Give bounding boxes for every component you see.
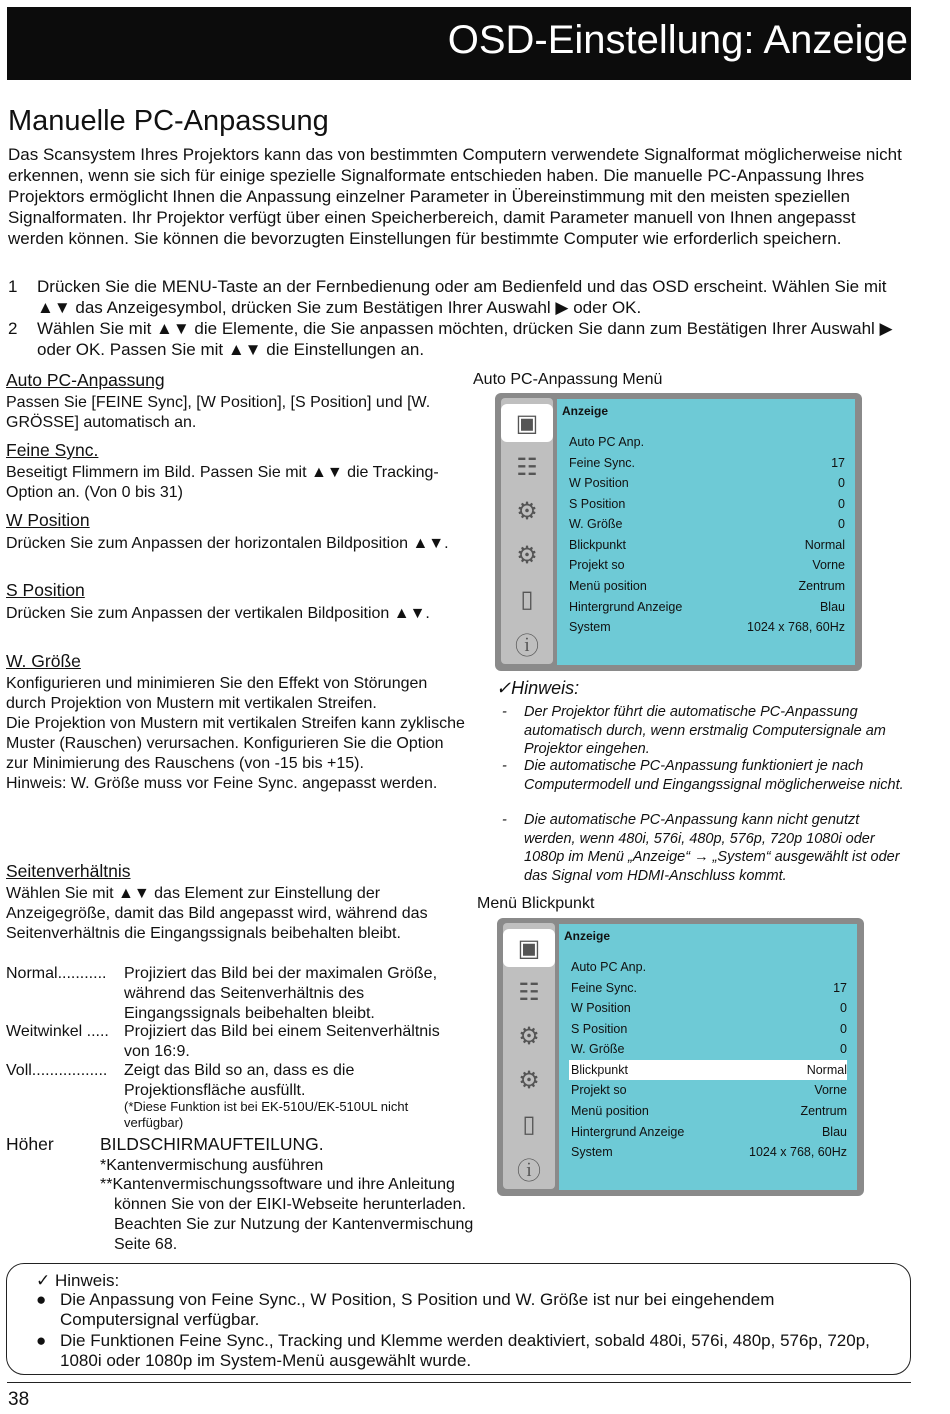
menu-row-blickpunkt[interactable]: Blickpunkt Normal — [569, 538, 845, 552]
menu-row-projekt-so[interactable]: Projekt so Vorne — [571, 1083, 847, 1097]
auto-pc-text: Passen Sie [FEINE Sync], [W Position], [S Position] und [W. GRÖSSE] automatisch an. — [6, 394, 431, 431]
osd-menu-blickpunkt — [497, 918, 864, 1196]
option-normal-text: Projiziert das Bild bei der maximalen Größe, während das Seitenverhältnis des Eingangssignals beibehalten bleibt. — [124, 965, 438, 1022]
display-icon: ▣ — [501, 404, 553, 442]
menu-row-blickpunkt-selected[interactable]: Blickpunkt Normal — [569, 1060, 847, 1080]
menu-row-w-position[interactable]: W Position 0 — [571, 1001, 847, 1015]
usb-icon: ▯ — [520, 585, 534, 613]
footer-divider — [7, 1382, 911, 1383]
image-adjust-icon: ☷ — [516, 453, 538, 481]
menu-sidebar — [503, 923, 555, 1189]
hinweis-title: ✓Hinweis: — [496, 678, 580, 698]
menu-sidebar — [501, 398, 553, 664]
menu-panel — [559, 924, 857, 1190]
option-voll-text: Zeigt das Bild so an, dass es die Projektionsfläche ausfüllt. — [124, 1062, 355, 1099]
option-hoeher-line1: BILDSCHIRMAUFTEILUNG. — [100, 1134, 324, 1154]
menu-row-feine-sync[interactable]: Feine Sync. 17 — [571, 981, 847, 995]
menu-row-menue-position[interactable]: Menü position Zentrum — [569, 579, 845, 593]
w-groesse-text: Konfigurieren und minimieren Sie den Effekt von Störungen durch Projektion von Mustern mit vertikalen Streifen. Die Projektion von Mustern mit vertikalen Streifen kann zyklische Muster (Rauschen) verursachen. Konfigurieren Sie die Option zur Minimierung des Rauschens (von -15 bis +15). Hinweis: W. Größe muss vor Feine Sync. angepasst werden. — [6, 675, 465, 792]
w-groesse-heading: W. Größe — [6, 651, 81, 671]
menu-row-projekt-so[interactable]: Projekt so Vorne — [569, 558, 845, 572]
section-title: Manuelle PC-Anpassung — [8, 105, 329, 137]
option-voll-note: (*Diese Funktion ist bei EK-510U/EK-510UL nicht verfügbar) — [124, 1099, 409, 1130]
s-position-heading: S Position — [6, 580, 85, 600]
option-voll-label: Voll................. — [6, 1062, 108, 1079]
step-1 — [0, 276, 930, 320]
menu-row-w-position[interactable]: W Position 0 — [569, 476, 845, 490]
menu-panel — [557, 399, 855, 665]
option-normal-label: Normal........... — [6, 965, 107, 982]
option-weitwinkel-label: Weitwinkel ..... — [6, 1023, 109, 1040]
seitenverhaeltnis-heading: Seitenverhältnis — [6, 861, 131, 881]
step-text: Wählen Sie mit ▲▼ die Elemente, die Sie anpassen möchten, drücken Sie dann zum Bestätigen Ihrer Auswahl ▶ oder OK. Passen Sie mit ▲▼ die Einstellungen an. — [37, 319, 893, 359]
usb-icon: ▯ — [522, 1110, 536, 1138]
menu-row-menue-position[interactable]: Menü position Zentrum — [571, 1104, 847, 1118]
menu-row-w-groesse[interactable]: W. Größe 0 — [569, 517, 845, 531]
menu-row-feine-sync[interactable]: Feine Sync. 17 — [569, 456, 845, 470]
option-weitwinkel-text: Projiziert das Bild bei einem Seitenverhältnis von 16:9. — [124, 1023, 440, 1060]
bullet-dot: ● — [36, 1331, 47, 1350]
s-position-text: Drücken Sie zum Anpassen der vertikalen Bildposition ▲▼. — [6, 605, 430, 622]
hinweis-item: - Der Projektor führt die automatische PC-Anpassung automatisch durch, wenn erstmalig Computersignale am Projektor eingehen. — [502, 704, 886, 757]
menu-row-s-position[interactable]: S Position 0 — [569, 497, 845, 511]
settings-icon: ⚙ — [518, 1022, 540, 1050]
bullet-dot: ● — [36, 1290, 47, 1309]
w-position-text: Drücken Sie zum Anpassen der horizontalen Bildposition ▲▼. — [6, 535, 449, 552]
extended-settings-icon: ⚙ — [518, 1066, 540, 1094]
page-header-title: OSD-Einstellung: Anzeige — [447, 18, 908, 62]
menu-row-s-position[interactable]: S Position 0 — [571, 1022, 847, 1036]
hinweis-item: - Die automatische PC-Anpassung kann nicht genutzt werden, wenn 480i, 576i, 480p, 576p, 720p 1080i oder 1080p im Menü „Anzeige“ → „System“ ausgewählt ist oder das Signal vom HDMI-Anschluss kommt. — [502, 812, 900, 884]
step-number: 2 — [8, 319, 18, 338]
menu-row-auto-pc[interactable]: Auto PC Anp. — [569, 435, 645, 449]
menu1-label: Auto PC-Anpassung Menü — [473, 371, 663, 388]
option-hoeher-label: Höher — [6, 1134, 54, 1154]
info-icon: ⓘ — [515, 632, 539, 660]
menu-panel-title: Anzeige — [562, 404, 609, 418]
step-number: 1 — [8, 277, 18, 296]
menu-row-system[interactable]: System 1024 x 768, 60Hz — [569, 620, 845, 634]
page-number: 38 — [8, 1389, 30, 1410]
bottom-note-title: ✓ Hinweis: — [36, 1271, 120, 1290]
menu-row-hintergrund[interactable]: Hintergrund Anzeige Blau — [571, 1125, 847, 1139]
auto-pc-heading: Auto PC-Anpassung — [6, 370, 165, 390]
menu-row-w-groesse[interactable]: W. Größe 0 — [571, 1042, 847, 1056]
w-position-heading: W Position — [6, 510, 90, 530]
menu-row-hintergrund[interactable]: Hintergrund Anzeige Blau — [569, 600, 845, 614]
osd-menu-auto-pc — [495, 393, 862, 671]
menu-row-system[interactable]: System 1024 x 768, 60Hz — [571, 1145, 847, 1159]
feine-sync-text: Beseitigt Flimmern im Bild. Passen Sie mit ▲▼ die Tracking-Option an. (Von 0 bis 31) — [6, 464, 439, 501]
extended-settings-icon: ⚙ — [516, 541, 538, 569]
intro-paragraph: Das Scansystem Ihres Projektors kann das von bestimmten Computern verwendete Signalformat möglicherweise nicht erkennen, wenn sie sich für einige spezielle Signalformate entschieden haben. Die manuelle PC-Anpassung Ihres Projektors ermöglicht Ihnen die Anpassung einzelner Parameter in Übereinstimmung mit den meisten speziellen Signalformaten. Ihr Projektor verfügt über einen Speicherbereich, damit Parameter manuell von Ihnen angepasst werden können. Sie können die bevorzugten Einstellungen für bestimmte Computer wie erforderlich speichern. — [8, 145, 902, 248]
menu2-label: Menü Blickpunkt — [477, 895, 595, 912]
hinweis-item: - Die automatische PC-Anpassung funktioniert je nach Computermodell und Eingangssignal möglicherweise nicht. — [502, 758, 904, 793]
seitenverhaeltnis-text: Wählen Sie mit ▲▼ das Element zur Einstellung der Anzeigegröße, damit das Bild angepasst wird, während das Seitenverhältnis die Eingangssignals beibehalten bleibt. — [6, 885, 428, 942]
step-text: Drücken Sie die MENU-Taste an der Fernbedienung oder am Bedienfeld und das OSD erscheint. Wählen Sie mit ▲▼ das Anzeigesymbol, drücken Sie zum Bestätigen Ihrer Auswahl ▶ oder OK. — [37, 277, 887, 317]
menu-row-auto-pc[interactable]: Auto PC Anp. — [571, 960, 647, 974]
menu-panel-title: Anzeige — [564, 929, 611, 943]
display-icon: ▣ — [503, 929, 555, 967]
option-hoeher-line3: **Kantenvermischungssoftware und ihre Anleitung können Sie von der EIKI-Webseite herunterladen. Beachten Sie zur Nutzung der Kantenvermischung Seite 68. — [100, 1176, 474, 1253]
image-adjust-icon: ☷ — [518, 978, 540, 1006]
settings-icon: ⚙ — [516, 497, 538, 525]
option-hoeher-line2: *Kantenvermischung ausführen — [100, 1157, 324, 1174]
step-2 — [0, 318, 930, 362]
info-icon: ⓘ — [517, 1157, 541, 1185]
feine-sync-heading: Feine Sync. — [6, 440, 99, 460]
